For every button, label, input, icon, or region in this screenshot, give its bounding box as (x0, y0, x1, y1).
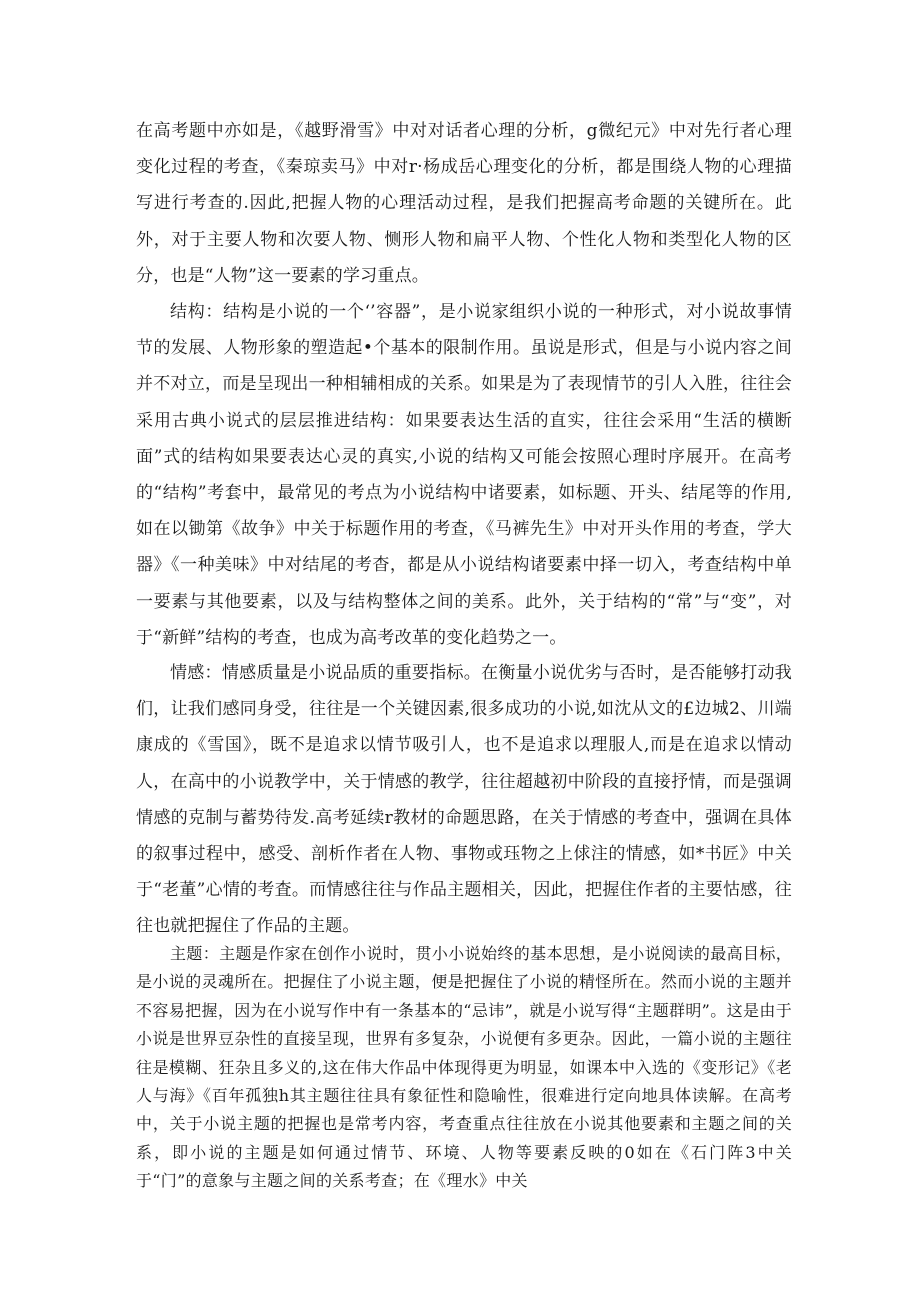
paragraph-emotion: 情感：情感质量是小说品质的重要指标。在衡量小说优劣与否时，是否能够打动我们，让我们感同身受，往往是一个关键因素,很多成功的小说,如沈从文的£边城2、川端康成的《雪国》，既不是追求以情节吸引人，也不是追求以理服人,而是在追求以情动人，在高中的小说教学中，关于情感的教学，往往超越初中阶段的直接抒情，而是强调情感的克制与蓄势待发.高考延续r教材的命题思路，在关于情感的考查中，强调在具体的叙事过程中，感受、剖析作者在人物、事物或珏物之上俅注的情感，如*书匠》中关于“老董”心情的考査。而情感往往与作品主题相关，因此，把握住作者的主要怙感，往往也就把握住了作品的主题。 (136, 663, 792, 937)
paragraph-theme: 主题：主题是作家在创作小说时，贯小小说始终的基本思想，是小说阅读的最高目标，是小说的灵魂所在。把握住了小说主题，便是把握住了小说的精怪所在。然而小说的主题并不容易把握，因为在小说写作中有一条基本的“忌讳”，就是小说写得“主题群明”。这是由于小说是世界豆杂性的直接呈现，世界有多复杂，小说便有多更杂。因此，一篇小说的主题往往是模糊、狂杂且多义的,这在伟大作品中体现得更为明显，如课本中入选的《变形记》《老人与海》《百年孤独h其主题往往具有象征性和隐喻性，很难进行定向地具体读解。在高考中，关于小说主题的把握也是常考内容，考查重点往往放在小说其他要素和主题之间的关系，即小说的主题是如何通过情节、环境、人物等要素反映的0如在《石门阵3中关于“门”的意象与主题之间的关系考查；在《理水》中关 (136, 944, 792, 1191)
paragraph-structure: 结构：结构是小说的一个‘’容器”，是小说家组织小说的一种形式，对小说故事情节的发展、人物形象的塑造起•个基本的限制作用。虽说是形式，但是与小说内容之间并不对立，而是呈现出一种相辅相成的关系。如果是为了表现情节的引人入胜，往往会采用古典小说式的层层推进结构：如果要表达生活的直实，往往会采用“生活的横断面”式的结构如果要表达心灵的真实,小说的结构又可能会按照心理时序展开。在高考的“结构”考套中，最常见的考点为小说结构中诸要素，如标题、开头、结尾等的作用,如在以锄第《故争》中关于标题作用的考查，《马裤先生》中对开头作用的考查，学大器》《一种美味》中对结尾的考杳，都是从小说结构诸要素中择一切入，考查结构中单一要素与其他要素，以及与结构整体之间的美系。此外，关于结构的“常”与“变”，对于“新鲜”结构的考查，也成为高考改革的变化趋势之一。 (136, 302, 792, 648)
paragraph-character-continuation: 在高考题中亦如是，《越野滑雪》中对对话者心理的分析，g微纪元》中对先行者心理变化过程的考查，《秦琼卖马》中对r·杨成岳心理变化的分析，都是围绕人物的心理描写进行考查的.因此,把握人物的心理活动过程，是我们把握高考命题的关键所在。此外，对于主要人物和次要人物、恻形人物和扁平人物、个性化人物和类型化人物的区分，也是“人物”这一要素的学习重点。 (136, 121, 792, 286)
